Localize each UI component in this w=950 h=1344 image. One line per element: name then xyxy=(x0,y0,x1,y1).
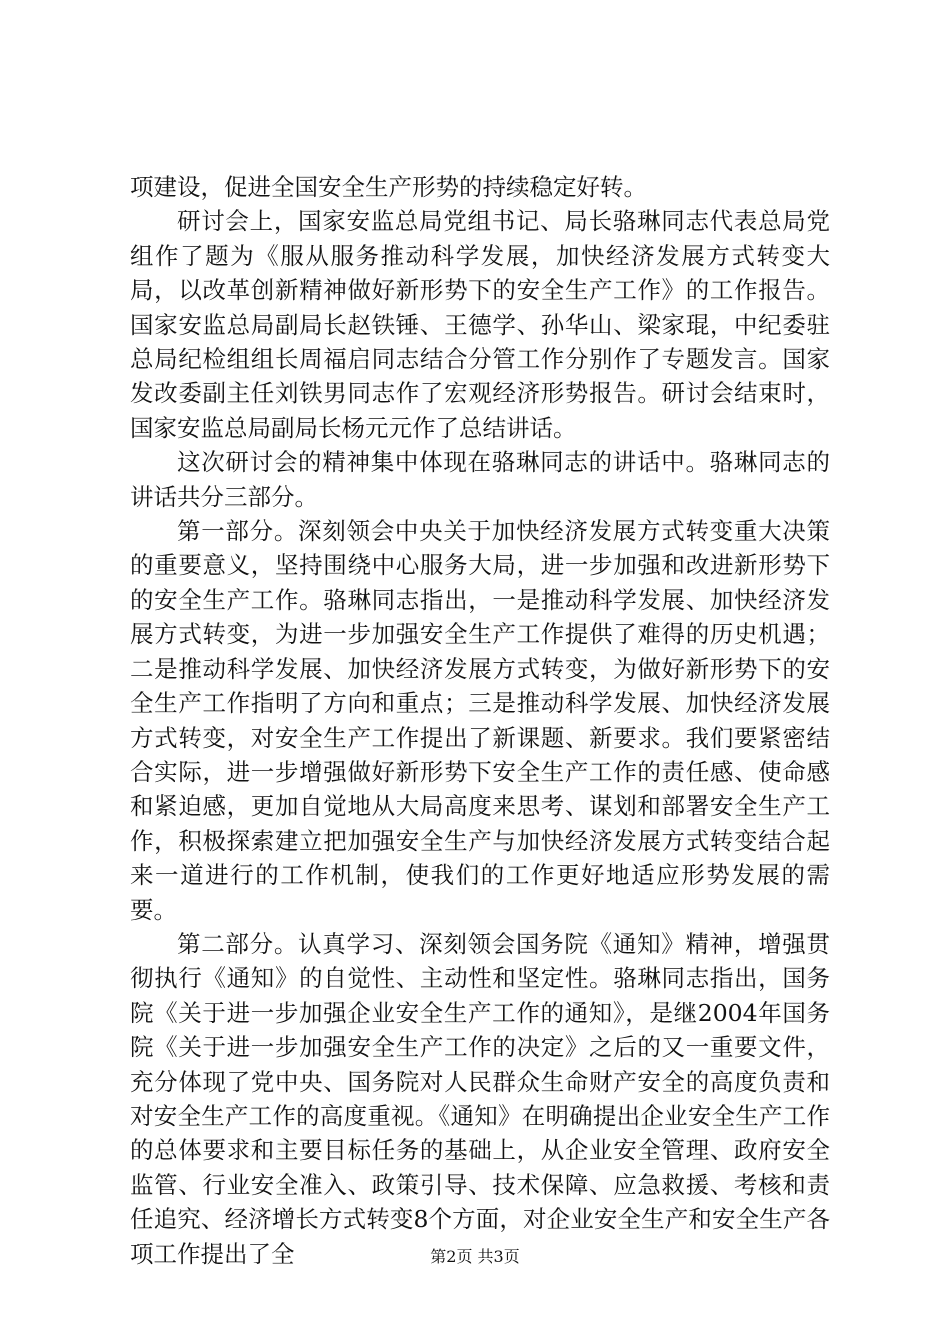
page-footer: 第2页 共3页 xyxy=(430,1247,520,1266)
paragraph-1: 项建设，促进全国安全生产形势的持续稳定好转。 xyxy=(130,173,647,201)
paragraph-4: 第一部分。深刻领会中央关于加快经济发展方式转变重大决策的重要意义，坚持围绕中心服务大局，进一步加强和改进新形势下的安全生产工作。骆琳同志指出，一是推动科学发展、加快经济发展方式转变，为进一步加强安全生产工作提供了难得的历史机遇；二是推动科学发展、加快经济发展方式转变，为做好新形势下的安全生产工作指明了方向和重点；三是推动科学发展、加快经济发展方式转变，对安全生产工作提出了新课题、新要求。我们要紧密结合实际，进一步增强做好新形势下安全生产工作的责任感、使命感和紧迫感，更加自觉地从大局高度来思考、谋划和部署安全生产工作，积极探索建立把加强安全生产与加快经济发展方式转变结合起来一道进行的工作机制，使我们的工作更好地适应形势发展的需要。 xyxy=(130,517,830,924)
paragraph-5: 第二部分。认真学习、深刻领会国务院《通知》精神，增强贯彻执行《通知》的自觉性、主动性和坚定性。骆琳同志指出，国务院《关于进一步加强企业安全生产工作的通知》，是继2004年国务院《关于进一步加强安全生产工作的决定》之后的又一重要文件，充分体现了党中央、国务院对人民群众生命财产安全的高度负责和对安全生产工作的高度重视。《通知》在明确提出企业安全生产工作的总体要求和主要目标任务的基础上，从企业安全管理、政府安全监管、行业安全准入、政策引导、技术保障、应急救援、考核和责任追究、经济增长方式转变8个方面，对企业安全生产和安全生产各项工作提出了全 xyxy=(130,929,830,1268)
paragraph-2: 研讨会上，国家安监总局党组书记、局长骆琳同志代表总局党组作了题为《服从服务推动科学发展，加快经济发展方式转变大局，以改革创新精神做好新形势下的安全生产工作》的工作报告。国家安监总局副局长赵铁锤、王德学、孙华山、梁家琨，中纪委驻总局纪检组组长周福启同志结合分管工作分别作了专题发言。国家发改委副主任刘铁男同志作了宏观经济形势报告。研讨会结束时，国家安监总局副局长杨元元作了总结讲话。 xyxy=(130,207,830,442)
document-body xyxy=(130,170,830,1271)
paragraph-3: 这次研讨会的精神集中体现在骆琳同志的讲话中。骆琳同志的讲话共分三部分。 xyxy=(130,448,830,511)
